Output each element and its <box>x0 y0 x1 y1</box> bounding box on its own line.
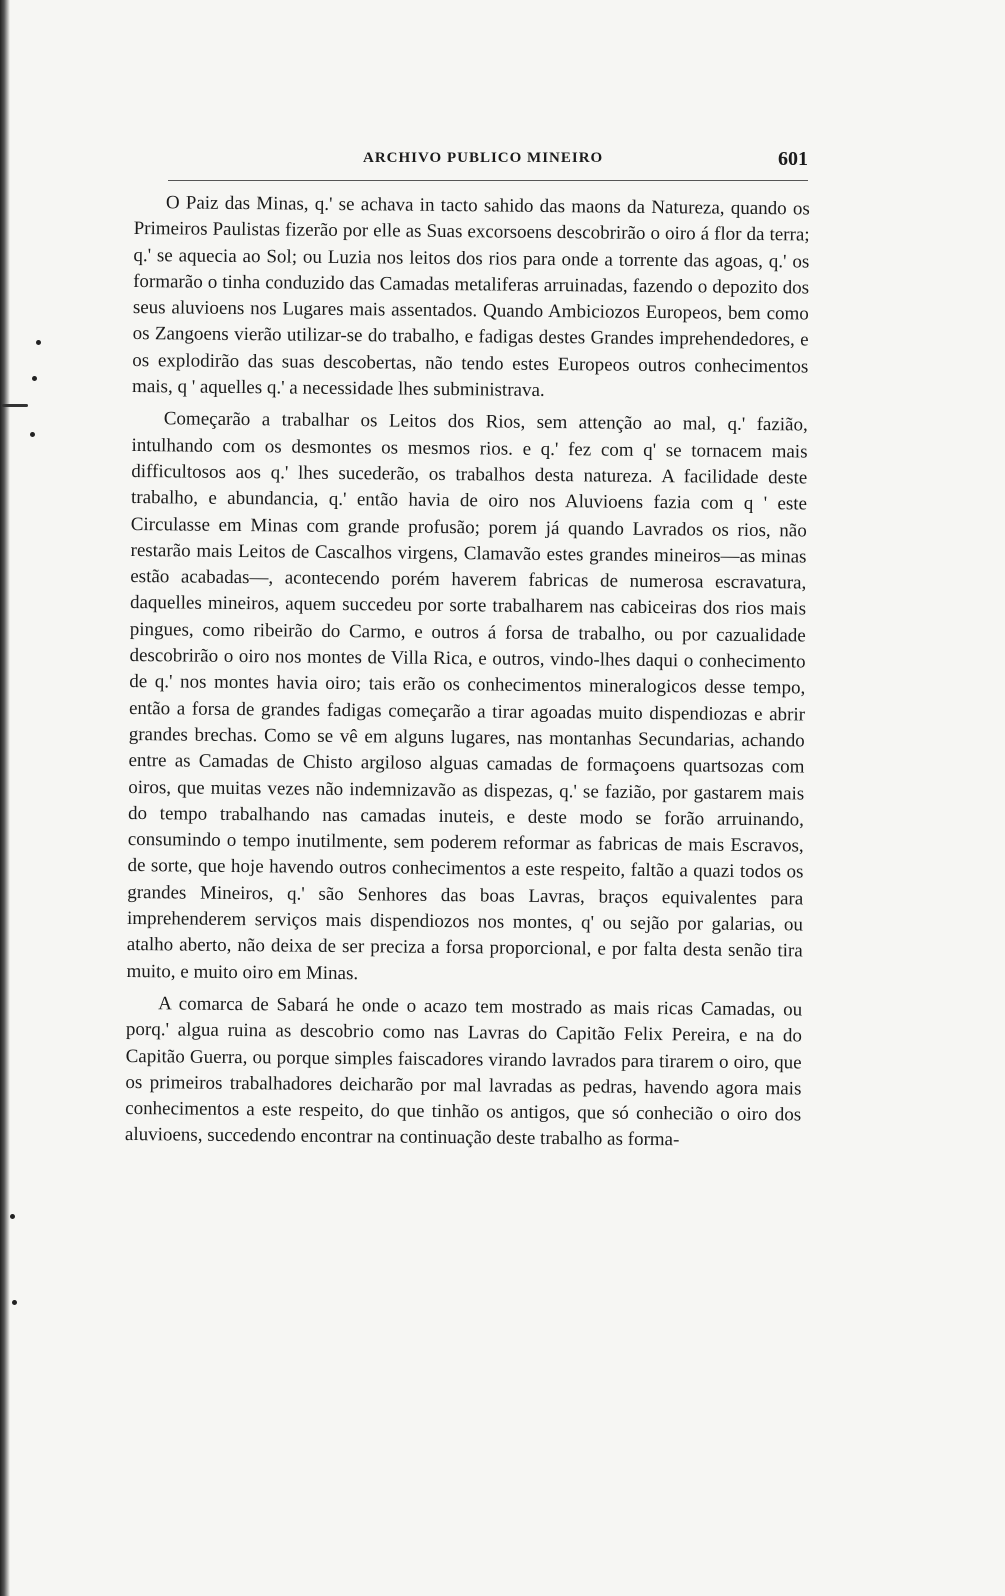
paragraph: O Paiz das Minas, q.' se achava in tacto sahido das maons da Natureza, quando os Primeiros Paulistas fizerão por elle as Suas excorsoens descobrirão o oiro á flor da terra; q.' se aquecia ao Sol; ou Luzia nos leitos dos rios para onde a torrente das agoas, q.' os formarão o tinha conduzido das Camadas metaliferas arruinadas, fazendo o depozito dos seus aluvioens nos Lugares mais assentados. Quando Ambiciozos Europeos, bem como os Zangoens vierão utilizar-se do trabalho, e fadigas destes Grandes imprehendedores, e os explodirão das suas descobertas, não tendo estes Europeos outros conhecimentos mais, q ' aquelles q.' a necessidade lhes subministrava. <box>132 192 810 402</box>
paragraph: A comarca de Sabará he onde o acazo tem mostrado as mais ricas Camadas, ou porq.' algua ruina as descobrio como nas Lavras do Capitão Felix Pereira, e na do Capitão Guerra, ou porque simples faiscadores virando lavrados para tirarem o oiro, que os primeiros trabalhadores deicharão por mal lavradas as pedras, havendo agora mais conhecimentos a este respeito, do que tinhão os antigos, que só conhecião o oiro dos aluvioens, succedendo encontrar na continuação deste trabalho as forma- <box>124 993 803 1151</box>
speck <box>10 1214 15 1219</box>
header-rule <box>168 180 808 181</box>
binding-edge <box>0 0 10 1596</box>
speck <box>32 376 37 381</box>
body-text <box>125 190 810 1161</box>
speck <box>30 432 35 437</box>
edge-mark <box>2 404 28 407</box>
page-header <box>168 150 808 186</box>
speck <box>12 1300 17 1305</box>
speck <box>36 340 41 345</box>
page-number: 601 <box>778 148 808 170</box>
running-title: ARCHIVO PUBLICO MINEIRO <box>363 150 604 166</box>
paragraph: Começarão a trabalhar os Leitos dos Rios, sem attenção ao mal, q.' fazião, intulhando com os desmontes os mesmos rios. e q.' fez com q' se tornacem mais difficultosos aos q.' lhes sucederão, os trabalhos desta natureza. A facilidade deste trabalho, e abundancia, q.' então havia de oiro nos Aluvioens fazia com q ' este Circulasse em Minas com grande profusão; porem já quando Lavrados os rios, não restarão mais Leitos de Cascalhos virgens, Clamavão estes grandes mineiros—as minas estão acabadas—, acontecendo porém haverem fabricas de numerosa escravatura, daquelles mineiros, aquem succedeu por sorte trabalharem nas cabiceiras dos rios mais pingues, como ribeirão do Carmo, e outros á forsa de trabalho, ou por cazualidade descobrirão o oiro nos montes de Villa Rica, e outros, vindo-lhes daqui o conhecimento de q.' nos montes havia oiro; tais erão os conhecimentos mineralogicos desse tempo, então a forsa de grandes fadigas começarão a tirar agoadas muito dispendiozas e abrir grandes brechas. Como se vê em alguns lugares, nas montanhas Secundarias, achando entre as Camadas de Chisto argiloso alguas camadas de formaçoens quartsozas com oiros, que muitas vezes não indemnizavão as dispezas, q.' se fazião, por gastarem mais do tempo trabalhando nas camadas inuteis, e deste modo se forão arruinando, consumindo o tempo inutilmente, sem poderem reformar as fabricas de mais Escravos, de sorte, que hoje havendo outros conhecimentos a este respeito, faltão a quazi todos os grandes Mineiros, q.' são Senhores das boas Lavras, braços equivalentes para imprehenderem serviços mais dispendiozos nos montes, q' ou sejão por galarias, ou atalho aberto, não deixa de ser preciza a forsa proporcional, e por falta desta senão tira muito, e muito oiro em Minas. <box>126 408 808 984</box>
